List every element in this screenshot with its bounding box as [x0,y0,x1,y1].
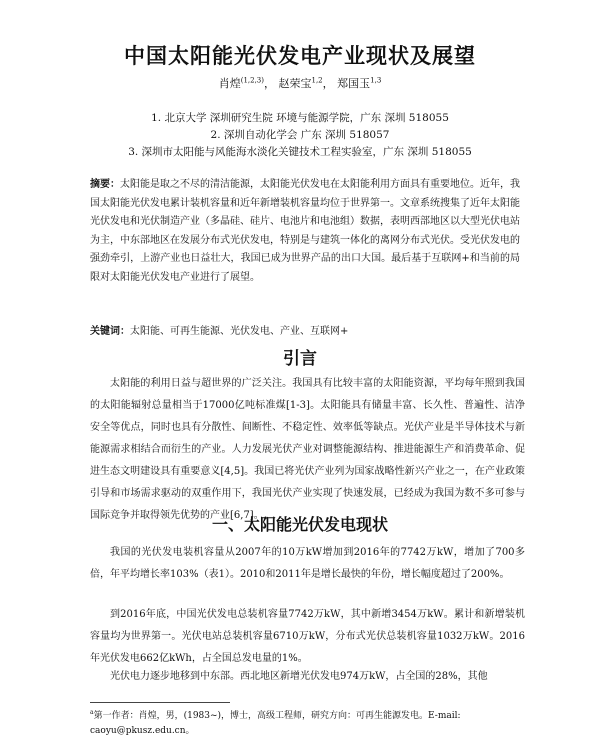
intro-paragraph: 太阳能的利用日益与超世界的广泛关注。我国具有比较丰富的太阳能资源，平均每年照到我国的太阳能辐射总量相当于17000亿吨标准煤[1-3]。太阳能具有储量丰富、长久性、普遍性、洁净安全等优点，同时也具有分散性、间断性、不稳定性、效率低等缺点。光伏产业是半导体技术与新能源需求相结合而衍生的产业。人力发展光伏产业对调整能源结构、推进能源生产和消费革命、促进生态文明建设具有重要意义[4,5]。我国已将光伏产业列为国家战略性新兴产业之一，在产业政策引导和市场需求驱动的双重作用下，我国光伏产业实现了快速发展，已经成为我国为数不多可参与国际竞争并取得领先优势的产业[6,7]。 [90,378,525,521]
affiliation-1: 1. 北京大学 深圳研究生院 环境与能源学院，广东 深圳 518055 [151,112,449,124]
footnote-divider [90,702,230,703]
keywords-text: 太阳能、可再生能源、光伏发电、产业、互联网+ [130,326,349,337]
footnote-mark: a [90,709,94,716]
section-1-paragraph: 我国的光伏发电装机容量从2007年的10万kW增加到2016年的7742万kW，增加了700多倍，年平均增长率103%（表1）。2010和2011年是增长最快的年份，增长幅度超过了200%。 [90,547,525,580]
abstract-label: 摘要： [90,179,120,190]
author-name: 赵荣宝 [278,77,312,90]
keywords [90,322,520,337]
paper-title: 中国太阳能光伏发电产业现状及展望 [124,44,476,68]
affiliation-2: 2. 深圳自动化学会 广东 深圳 518057 [210,129,390,141]
author-affiliation-mark: 1,3 [370,76,382,85]
footnote [90,705,525,739]
abstract [90,176,520,287]
affiliation-3: 3. 深圳市太阳能与风能海水淡化关键技术工程实验室，广东 深圳 518055 [128,146,472,158]
section-1-paragraph: 光伏电力逐步地移到中东部。西北地区新增光伏发电974万kW，占全国的28%，其他 [110,671,488,682]
footnote-text: 第一作者：肖煌，男，(1983~)，博士，高级工程师，研究方向：可再生能源发电。E-mail: caoyu@pkusz.edu.cn。 [90,711,461,736]
author-affiliation-mark: 1,2 [311,76,323,85]
author-name: 郑国玉 [337,77,371,90]
intro-heading: 引言 [283,349,317,369]
author-line [0,75,600,91]
author-affiliation-mark: (1,2,3) [240,76,264,85]
author-separator: ， [264,77,275,90]
section-1-heading: 一、太阳能光伏发电现状 [211,515,388,534]
keywords-label: 关键词： [90,326,130,337]
author-separator: ， [322,77,334,90]
author-name: 肖煌 [218,77,241,90]
abstract-text: 太阳能是取之不尽的清洁能源，太阳能光伏发电在太阳能利用方面具有重要地位。近年，我国太阳能光伏发电累计装机容量和近年新增装机容量均位于世界第一。文章系统搜集了近年太阳能光伏发电和光伏制造产业（多晶硅、硅片、电池片和电池组）数据，表明西部地区以大型光伏电站为主，中东部地区在发展分布式光伏发电，特别是与建筑一体化的离网分布式光伏。受光伏发电的强劲牵引，上游产业也日益壮大，我国已成为世界产品的出口大国。最后基于互联网+和当前的局限对太阳能光伏发电产业进行了展望。 [90,179,520,283]
section-1-paragraph: 到2016年底，中国光伏发电总装机容量7742万kW，其中新增3454万kW。累计和新增装机容量均为世界第一。光伏电站总装机容量6710万kW，分布式光伏总装机容量1032万kW。2016年光伏发电662亿kWh，占全国总发电量的1%。 [90,609,525,664]
